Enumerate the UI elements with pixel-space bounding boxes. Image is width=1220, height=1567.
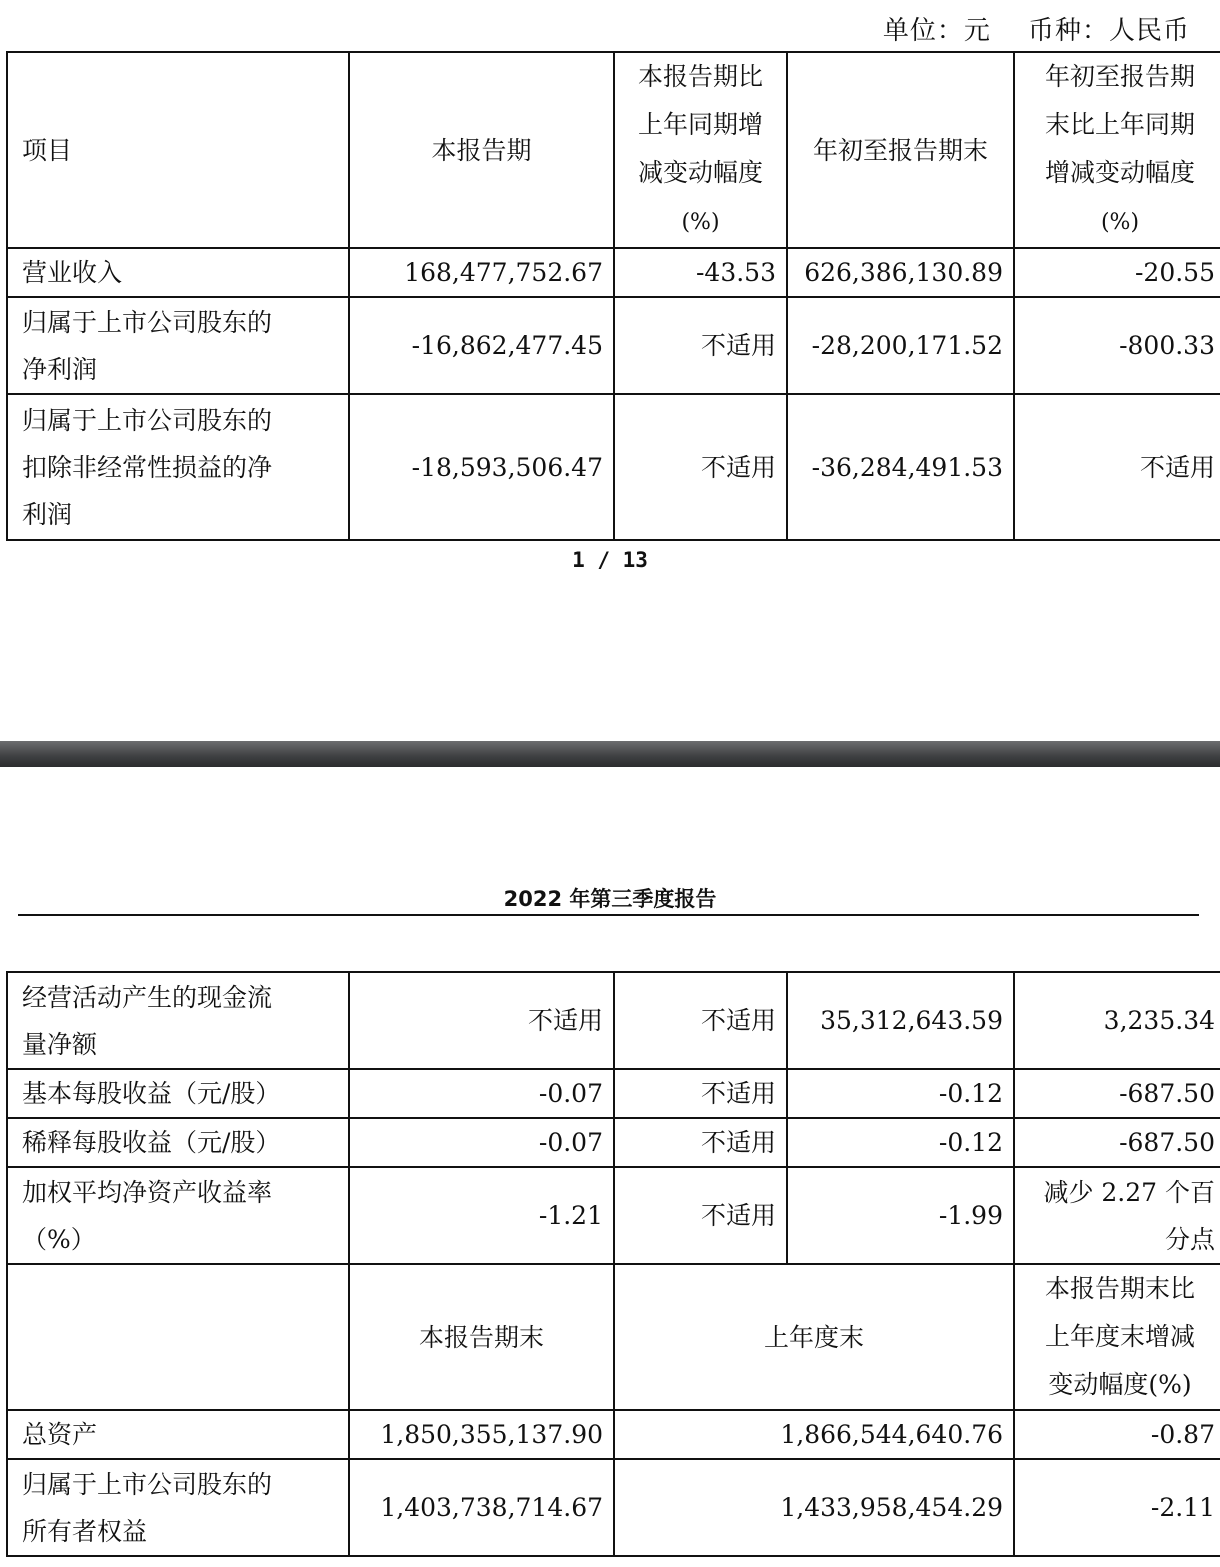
row-current-change: 不适用 — [614, 297, 787, 394]
page-separator — [0, 741, 1220, 767]
row-current: -18,593,506.47 — [349, 394, 614, 540]
row-ytd: -0.12 — [787, 1118, 1014, 1167]
row-current-change: 不适用 — [614, 1118, 787, 1167]
unit-currency-line — [0, 10, 1190, 47]
row-ytd-change: 3,235.34 — [1014, 972, 1220, 1069]
row-ytd: -0.12 — [787, 1069, 1014, 1118]
header-current-period: 本报告期 — [349, 52, 614, 248]
row-ytd: 35,312,643.59 — [787, 972, 1014, 1069]
row-current: 168,477,752.67 — [349, 248, 614, 297]
key-metrics-table-bottom — [6, 971, 1220, 1557]
row-ytd-change: 不适用 — [1014, 394, 1220, 540]
row-current-change: 不适用 — [614, 1069, 787, 1118]
table-header-row — [7, 52, 1220, 248]
page-number: 1 / 13 — [572, 548, 648, 572]
balance-header-prior-year-end: 上年度末 — [614, 1264, 1014, 1410]
header-current-change-text: 本报告期比 上年同期增 减变动幅度 — [637, 62, 763, 187]
row-current-change: 不适用 — [614, 394, 787, 540]
table-row — [7, 297, 1220, 394]
row-ytd-change: 减少 2.27 个百 分点 — [1014, 1167, 1220, 1264]
header-ytd-change-text: 年初至报告期 末比上年同期 增减变动幅度 — [1044, 62, 1195, 187]
row-item: 稀释每股收益（元/股） — [7, 1118, 349, 1167]
header-current-change-unit: (%) — [681, 210, 720, 235]
table-row — [7, 248, 1220, 297]
row-current: -0.07 — [349, 1118, 614, 1167]
balance-header-item — [7, 1264, 349, 1410]
row-current: -16,862,477.45 — [349, 297, 614, 394]
table-row — [7, 1069, 1220, 1118]
header-ytd-change-unit: (%) — [1100, 210, 1140, 235]
row-item: 归属于上市公司股东的 净利润 — [7, 297, 349, 394]
header-current-change — [614, 52, 787, 248]
row-item: 经营活动产生的现金流 量净额 — [7, 972, 349, 1069]
unit-label: 单位：元 — [882, 16, 991, 46]
header-item: 项目 — [7, 52, 349, 248]
balance-header-row — [7, 1264, 1220, 1410]
row-current-change: -43.53 — [614, 248, 787, 297]
row-ytd-change: -687.50 — [1014, 1118, 1220, 1167]
row-current-change: 不适用 — [614, 1167, 787, 1264]
row-current: 不适用 — [349, 972, 614, 1069]
row-ytd: -36,284,491.53 — [787, 394, 1014, 540]
row-item: 归属于上市公司股东的 扣除非经常性损益的净 利润 — [7, 394, 349, 540]
row-period-end: 1,850,355,137.90 — [349, 1410, 614, 1459]
report-title: 2022 年第三季度报告 — [503, 887, 717, 911]
row-current-change: 不适用 — [614, 972, 787, 1069]
balance-header-change: 本报告期末比 上年度末增减 变动幅度(%) — [1014, 1264, 1220, 1410]
table-row — [7, 394, 1220, 540]
header-ytd-change — [1014, 52, 1220, 248]
header-ytd: 年初至报告期末 — [787, 52, 1014, 248]
row-prior-year-end: 1,433,958,454.29 — [614, 1459, 1014, 1556]
row-item: 总资产 — [7, 1410, 349, 1459]
row-ytd-change: -800.33 — [1014, 297, 1220, 394]
row-ytd: -28,200,171.52 — [787, 297, 1014, 394]
row-ytd: 626,386,130.89 — [787, 248, 1014, 297]
table-row — [7, 1118, 1220, 1167]
row-change: -2.11 — [1014, 1459, 1220, 1556]
row-ytd-change: -687.50 — [1014, 1069, 1220, 1118]
table-row — [7, 1167, 1220, 1264]
table-row — [7, 1459, 1220, 1556]
row-item: 归属于上市公司股东的 所有者权益 — [7, 1459, 349, 1556]
row-change: -0.87 — [1014, 1410, 1220, 1459]
row-ytd: -1.99 — [787, 1167, 1014, 1264]
key-metrics-table-top — [6, 51, 1220, 541]
row-current: -1.21 — [349, 1167, 614, 1264]
title-rule — [18, 914, 1199, 916]
row-period-end: 1,403,738,714.67 — [349, 1459, 614, 1556]
row-prior-year-end: 1,866,544,640.76 — [614, 1410, 1014, 1459]
row-item: 加权平均净资产收益率 （%） — [7, 1167, 349, 1264]
currency-label: 币种：人民币 — [1027, 16, 1190, 46]
balance-header-period-end: 本报告期末 — [349, 1264, 614, 1410]
table-row — [7, 972, 1220, 1069]
row-item: 基本每股收益（元/股） — [7, 1069, 349, 1118]
row-ytd-change: -20.55 — [1014, 248, 1220, 297]
row-item: 营业收入 — [7, 248, 349, 297]
row-current: -0.07 — [349, 1069, 614, 1118]
table-row — [7, 1410, 1220, 1459]
